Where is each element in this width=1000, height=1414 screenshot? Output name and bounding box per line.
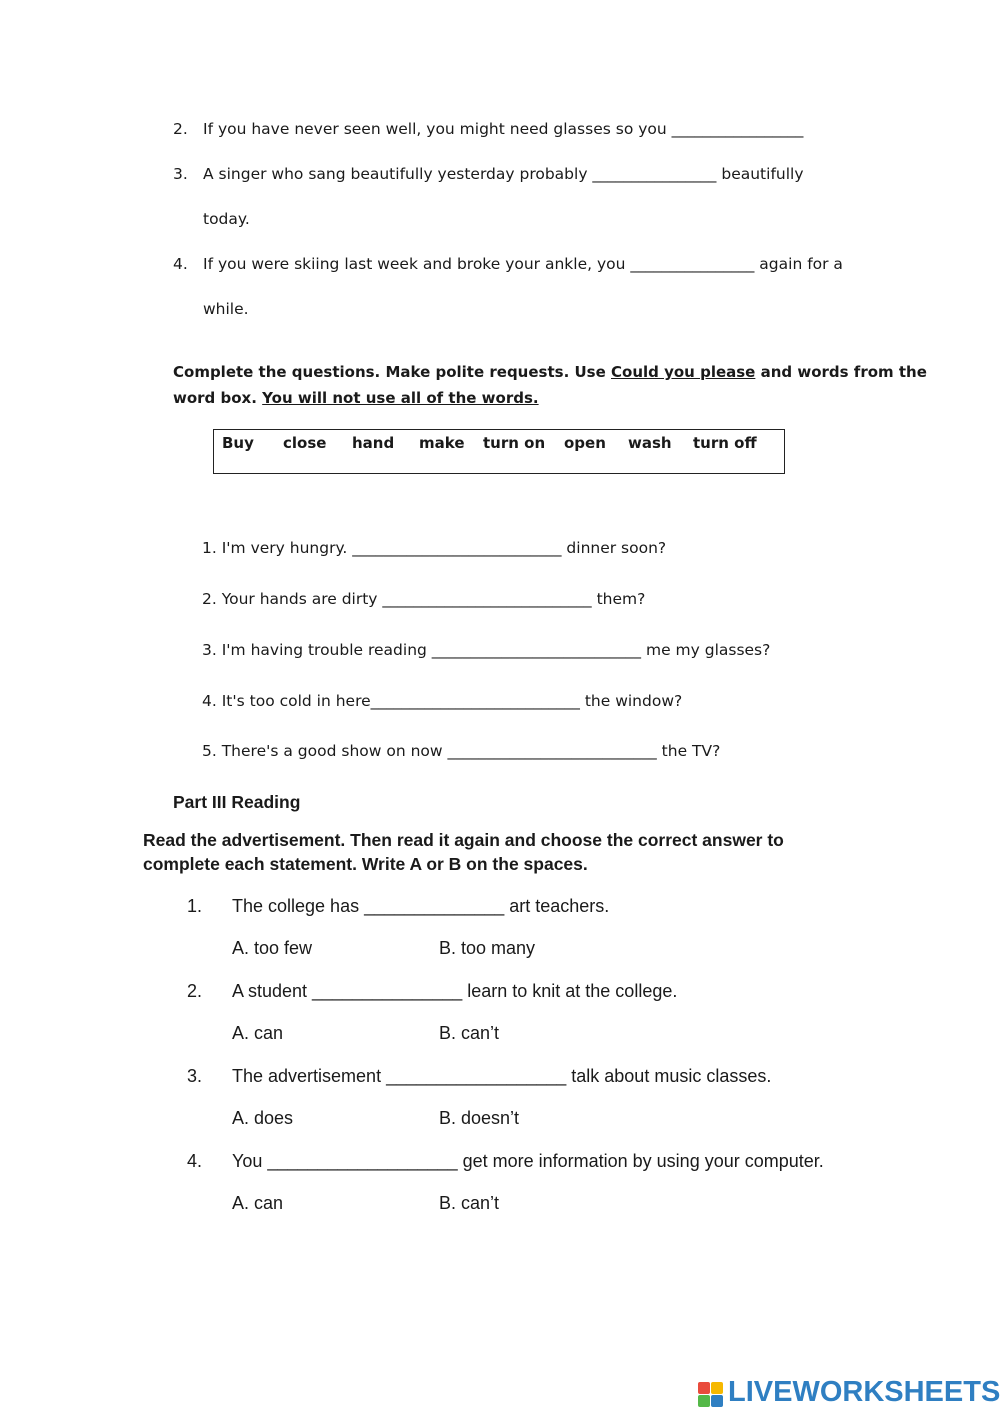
item-text: The advertisement __________________ talk about music classes.	[232, 1066, 772, 1086]
reading-item-3	[187, 1066, 771, 1087]
s1-item-4-cont	[173, 300, 249, 318]
s1-item-4	[173, 255, 843, 273]
item-text: If you have never seen well, you might need glasses so you _________________	[203, 120, 804, 138]
item-text: If you were skiing last week and broke your ankle, you ________________ again for a	[203, 255, 843, 273]
request-question-3: 3. I'm having trouble reading ___________________________ me my glasses?	[202, 641, 771, 659]
word-close: close	[283, 434, 327, 452]
item-number: 3.	[187, 1066, 203, 1086]
section2-instruction-line2	[173, 389, 539, 407]
word-buy: Buy	[222, 434, 254, 452]
option-b: B. too many	[439, 938, 536, 958]
item-text: You ___________________ get more information by using your computer.	[232, 1151, 824, 1171]
item-text: today.	[203, 210, 250, 228]
option-a: A. can	[232, 1023, 284, 1043]
word-hand: hand	[352, 434, 395, 452]
option-b: B. can’t	[439, 1023, 500, 1043]
word-wash: wash	[628, 434, 672, 452]
request-question-1: 1. I'm very hungry. ___________________________ dinner soon?	[202, 539, 667, 557]
instruction-text: Complete the questions. Make polite requests. Use	[173, 363, 611, 381]
item-number: 4.	[187, 1151, 203, 1171]
section2-instruction-line1	[173, 363, 927, 381]
reading-item-1	[187, 896, 609, 917]
part3-title: Part III Reading	[173, 792, 301, 812]
word-box	[213, 429, 785, 474]
reading-item-4	[187, 1151, 824, 1172]
option-b: B. can’t	[439, 1193, 500, 1213]
option-a: A. does	[232, 1108, 294, 1128]
request-question-2: 2. Your hands are dirty ___________________________ them?	[202, 590, 646, 608]
instruction-underlined: Could you please	[611, 363, 756, 381]
s1-item-3	[173, 165, 804, 183]
logo-text: LIVEWORKSHEETS	[728, 1376, 1000, 1408]
option-a: A. can	[232, 1193, 284, 1213]
item-number: 2.	[187, 981, 203, 1001]
item-number: 3.	[173, 165, 188, 183]
s1-item-2	[173, 120, 803, 138]
item-number: 4.	[173, 255, 188, 273]
request-question-5: 5. There's a good show on now ___________________________ the TV?	[202, 742, 721, 760]
part3-instruction-line1: Read the advertisement. Then read it again and choose the correct answer to	[143, 830, 784, 850]
item-number: 1.	[187, 896, 203, 916]
item-text: A singer who sang beautifully yesterday probably ________________ beautifully	[203, 165, 804, 183]
request-question-4: 4. It's too cold in here___________________________ the window?	[202, 692, 683, 710]
word-turn-on: turn on	[483, 434, 546, 452]
word-open: open	[564, 434, 606, 452]
instruction-text: and words from the	[755, 363, 927, 381]
instruction-text: word box.	[173, 389, 263, 407]
item-text: while.	[203, 300, 249, 318]
s1-item-3-cont	[173, 210, 250, 228]
word-make: make	[419, 434, 465, 452]
word-turn-off: turn off	[693, 434, 757, 452]
part3-instruction-line2: complete each statement. Write A or B on the spaces.	[143, 854, 588, 874]
option-b: B. doesn’t	[439, 1108, 520, 1128]
option-a: A. too few	[232, 938, 313, 958]
item-text: A student _______________ learn to knit at the college.	[232, 981, 678, 1001]
liveworksheets-logo	[698, 1376, 1000, 1410]
reading-item-2	[187, 981, 677, 1002]
item-number: 2.	[173, 120, 188, 138]
item-text: The college has ______________ art teachers.	[232, 896, 610, 916]
instruction-underlined: You will not use all of the words.	[262, 389, 539, 407]
liveworksheets-logo-icon	[698, 1376, 726, 1410]
